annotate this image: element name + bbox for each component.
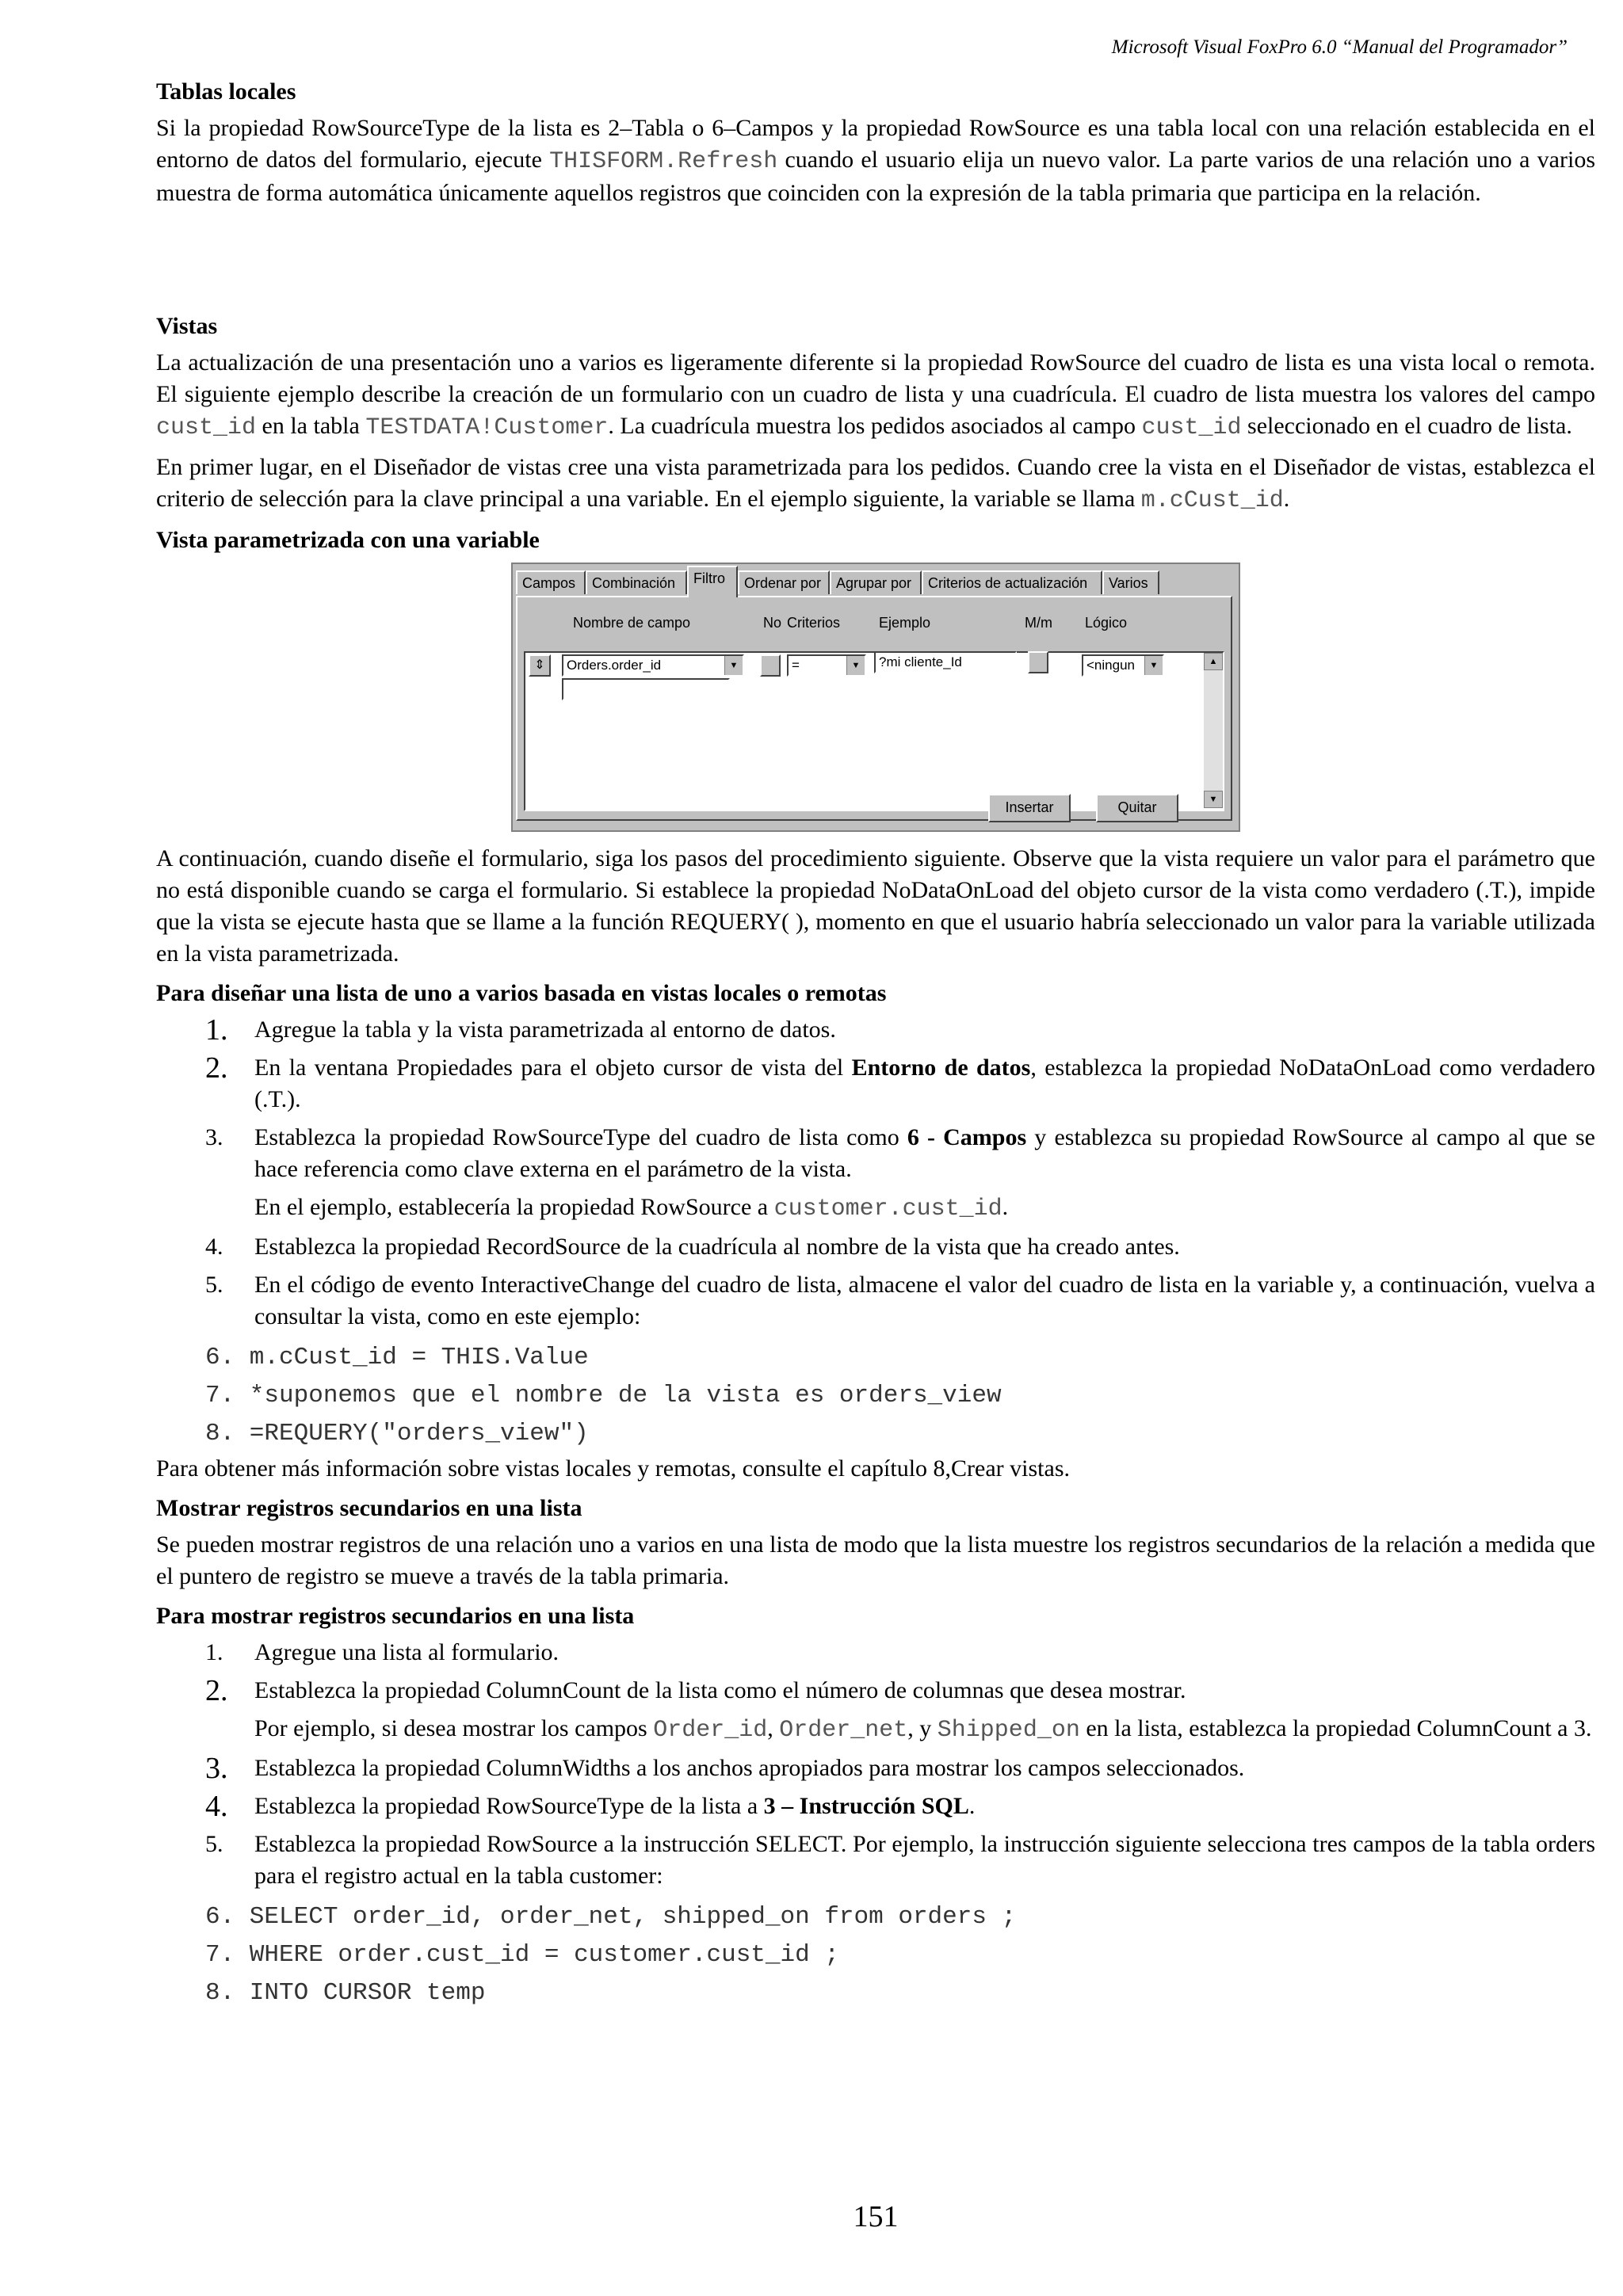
text-run: y establezca su propiedad RowSource al campo al que se hace referencia como clave externa en el parámetro de la vista. bbox=[254, 1124, 1595, 1182]
field-name-new-input[interactable] bbox=[562, 678, 730, 700]
code-line: 8. =REQUERY("orders_view") bbox=[205, 1420, 589, 1447]
text-run: Por ejemplo, si desea mostrar los campos bbox=[254, 1715, 654, 1741]
list-item bbox=[156, 1052, 1595, 1116]
text-run: En el código de evento InteractiveChange del cuadro de lista, almacene el valor del cuadro de lista en la variable y, a continuación, vuelva a consultar la vista, como en este ejemplo: bbox=[254, 1272, 1595, 1329]
page-content bbox=[156, 76, 1595, 2012]
text-run: , establezca la propiedad NoDataOnLoad como verdadero (.T.). bbox=[254, 1055, 1595, 1112]
tab-filtro[interactable]: Filtro bbox=[687, 566, 738, 597]
insert-button[interactable]: Insertar bbox=[988, 794, 1071, 822]
text-run: La actualización de una presentación uno a varios es ligeramente diferente si la propiedad RowSource del cuadro de lista es una vista local o remota. El siguiente ejemplo describe la creación de un formulario con un cuadro de lista y una cuadrícula. El cuadro de lista muestra los valores del campo bbox=[156, 349, 1595, 407]
text-bold: 6 - Campos bbox=[907, 1124, 1027, 1150]
tab-campos[interactable]: Campos bbox=[516, 570, 586, 594]
column-header-field: Nombre de campo bbox=[573, 615, 691, 631]
scroll-down-icon[interactable]: ▼ bbox=[1204, 791, 1223, 808]
remove-button[interactable]: Quitar bbox=[1096, 794, 1178, 822]
list-number: 4. bbox=[205, 1790, 228, 1823]
text-bold: 3 – Instrucción SQL bbox=[763, 1793, 969, 1819]
list-item bbox=[156, 1829, 1595, 1892]
text-bold: Entorno de datos bbox=[851, 1055, 1031, 1081]
text-run: Establezca la propiedad RowSource a la instrucción SELECT. Por ejemplo, la instrucción siguiente selecciona tres campos de la tabla orders para el registro actual en la tabla customer: bbox=[254, 1831, 1595, 1889]
text-run: . bbox=[1283, 486, 1290, 512]
tab-ordenar-por[interactable]: Ordenar por bbox=[738, 570, 830, 594]
code-inline: Order_id bbox=[653, 1717, 768, 1744]
text-run: . La cuadrícula muestra los pedidos asociados al campo bbox=[608, 413, 1142, 439]
example-value: ?mi cliente_Id bbox=[879, 654, 962, 669]
running-header: Microsoft Visual FoxPro 6.0 “Manual del Programador” bbox=[1111, 36, 1568, 58]
section-title-vistas: Vistas bbox=[156, 313, 218, 339]
list-number: 3. bbox=[205, 1752, 228, 1785]
text-run: seleccionado en el cuadro de lista. bbox=[1241, 413, 1572, 439]
filter-panel bbox=[516, 596, 1232, 821]
tab-criterios-actualizacion[interactable]: Criterios de actualización bbox=[922, 570, 1102, 594]
list-number: 5. bbox=[205, 1272, 223, 1298]
column-header-example: Ejemplo bbox=[879, 615, 931, 631]
text-run: Agregue una lista al formulario. bbox=[254, 1639, 559, 1665]
text-run: Establezca la propiedad RecordSource de la cuadrícula al nombre de la vista que ha creado antes. bbox=[254, 1234, 1180, 1260]
section-title-registros-secundarios: Mostrar registros secundarios en una lista bbox=[156, 1495, 582, 1521]
list-number: 4. bbox=[205, 1234, 223, 1260]
code-inline: Shipped_on bbox=[937, 1717, 1080, 1744]
code-inline: cust_id bbox=[1141, 414, 1242, 441]
paragraph-registros-secundarios: Se pueden mostrar registros de una relación uno a varios en una lista de modo que la lista muestre los registros secundarios de la relación a medida que el puntero de registro se mueve a través de la tabla primaria. bbox=[156, 1531, 1595, 1589]
text-run: En primer lugar, en el Diseñador de vistas cree una vista parametrizada para los pedidos. Cuando cree la vista en el Diseñador de vistas, establezca el criterio de selección para la clave principal a una variable. En el ejemplo siguiente, la variable se llama bbox=[156, 454, 1595, 512]
chevron-down-icon[interactable]: ▼ bbox=[846, 656, 865, 675]
procedure-title-1: Para diseñar una lista de uno a varios basada en vistas locales o remotas bbox=[156, 980, 887, 1006]
field-name-value: Orders.order_id bbox=[567, 658, 662, 673]
criteria-select[interactable] bbox=[787, 654, 866, 677]
list-number: 2. bbox=[205, 1674, 228, 1707]
text-run: , bbox=[767, 1715, 780, 1741]
section-title-tablas-locales: Tablas locales bbox=[156, 78, 296, 105]
text-run: . bbox=[968, 1793, 976, 1819]
list-subparagraph bbox=[156, 1713, 1595, 1746]
list-item bbox=[156, 1637, 1595, 1669]
filter-grid bbox=[524, 651, 1224, 811]
code-inline: THISFORM.Refresh bbox=[549, 148, 778, 175]
text-run: Establezca la propiedad ColumnWidths a los anchos apropiados para mostrar los campos seleccionados. bbox=[254, 1755, 1245, 1781]
text-run: en la tabla bbox=[256, 413, 366, 439]
criteria-value: = bbox=[792, 658, 800, 673]
code-line: 6. m.cCust_id = THIS.Value bbox=[205, 1344, 589, 1371]
list-item bbox=[156, 1269, 1595, 1333]
list-number: 2. bbox=[205, 1051, 228, 1085]
list-item bbox=[156, 1231, 1595, 1263]
text-run: , y bbox=[907, 1715, 938, 1741]
text-run: Establezca la propiedad RowSourceType de la lista a bbox=[254, 1793, 764, 1819]
code-line: 7. *suponemos que el nombre de la vista es orders_view bbox=[205, 1382, 1002, 1409]
tab-varios[interactable]: Varios bbox=[1102, 570, 1159, 594]
paragraph-continuacion: A continuación, cuando diseñe el formulario, siga los pasos del procedimiento siguiente. Observe que la vista requiere un valor para el parámetro que no está disponible cuando se carga el formulario. Si establece la propiedad NoDataOnLoad del objeto cursor de la vista como verdadero (.T.), impide que la vista se ejecute hasta que se llame a la función REQUERY( ), momento en que el usuario habría seleccionado un valor para la variable utilizada en la vista parametrizada. bbox=[156, 845, 1595, 967]
case-checkbox[interactable] bbox=[1028, 651, 1048, 673]
text-run: Agregue la tabla y la vista parametrizada al entorno de datos. bbox=[254, 1016, 836, 1043]
list-number: 1. bbox=[205, 1013, 228, 1047]
paragraph-vistas-1 bbox=[156, 347, 1595, 444]
code-inline: TESTDATA!Customer bbox=[365, 414, 609, 441]
list-number: 3. bbox=[205, 1124, 223, 1150]
procedure-title-2: Para mostrar registros secundarios en una lista bbox=[156, 1603, 635, 1629]
list-number: 5. bbox=[205, 1831, 223, 1857]
code-inline: m.cCust_id bbox=[1140, 487, 1284, 514]
list-item bbox=[156, 1791, 1595, 1822]
code-inline: customer.cust_id bbox=[773, 1196, 1002, 1222]
text-run: En la ventana Propiedades para el objeto cursor de vista del bbox=[254, 1055, 852, 1081]
paragraph-tablas-locales bbox=[156, 113, 1595, 209]
column-header-mm: M/m bbox=[1025, 615, 1052, 631]
code-inline: cust_id bbox=[156, 414, 257, 441]
list-item bbox=[156, 1753, 1595, 1784]
page-number: 151 bbox=[853, 2200, 899, 2233]
logic-value: <ningun bbox=[1086, 658, 1135, 673]
list-number: 1. bbox=[205, 1639, 223, 1665]
list-item bbox=[156, 1014, 1595, 1046]
text-run: Establezca la propiedad RowSourceType del cuadro de lista como bbox=[254, 1124, 907, 1150]
not-checkbox[interactable] bbox=[760, 654, 781, 677]
figure-title: Vista parametrizada con una variable bbox=[156, 527, 540, 553]
text-run: Establezca la propiedad ColumnCount de la lista como el número de columnas que desea mostrar. bbox=[254, 1677, 1186, 1703]
code-inline: Order_net bbox=[779, 1717, 908, 1744]
text-run: . bbox=[1002, 1194, 1009, 1220]
example-input[interactable] bbox=[874, 651, 1017, 673]
text-run: Si la propiedad RowSourceType de la lista es 2–Tabla o 6–Campos y la propiedad RowSource es una tabla local con una relación establecida en el entorno de datos del formulario, ejecute bbox=[156, 115, 1595, 173]
tab-agrupar-por[interactable]: Agrupar por bbox=[830, 570, 922, 594]
text-run: en la lista, establezca la propiedad ColumnCount a 3. bbox=[1079, 1715, 1592, 1741]
spacer bbox=[156, 217, 1595, 311]
column-header-no: No bbox=[763, 615, 782, 631]
column-header-criteria: Criterios bbox=[787, 615, 841, 631]
code-line: 7. WHERE order.cust_id = customer.cust_id ; bbox=[205, 1941, 839, 1969]
list-subparagraph bbox=[156, 1192, 1595, 1225]
field-name-select[interactable] bbox=[562, 654, 744, 677]
logic-select[interactable] bbox=[1082, 654, 1164, 677]
view-designer-dialog bbox=[511, 563, 1240, 832]
list-item bbox=[156, 1122, 1595, 1185]
paragraph-vistas-2 bbox=[156, 452, 1595, 517]
code-line: 8. INTO CURSOR temp bbox=[205, 1979, 486, 2007]
tab-combinacion[interactable]: Combinación bbox=[586, 570, 687, 594]
scroll-up-icon[interactable]: ▲ bbox=[1204, 653, 1223, 670]
code-line: 6. SELECT order_id, order_net, shipped_on from orders ; bbox=[205, 1903, 1017, 1931]
row-move-handle[interactable]: ⇕ bbox=[529, 654, 551, 677]
text-run: cuando el usuario elija un nuevo valor. La parte varios de una relación uno a varios muestra de forma automática únicamente aquellos registros que coinciden con la expresión de la tabla primaria que participa en la relación. bbox=[156, 147, 1595, 206]
list-item bbox=[156, 1675, 1595, 1707]
chevron-down-icon[interactable]: ▼ bbox=[1144, 656, 1163, 675]
paragraph-more-info: Para obtener más información sobre vistas locales y remotas, consulte el capítulo 8,Crear vistas. bbox=[156, 1455, 1070, 1482]
text-run: En el ejemplo, establecería la propiedad RowSource a bbox=[254, 1194, 774, 1220]
column-header-logic: Lógico bbox=[1085, 615, 1128, 631]
vertical-scrollbar[interactable] bbox=[1204, 653, 1223, 808]
chevron-down-icon[interactable]: ▼ bbox=[724, 656, 743, 675]
